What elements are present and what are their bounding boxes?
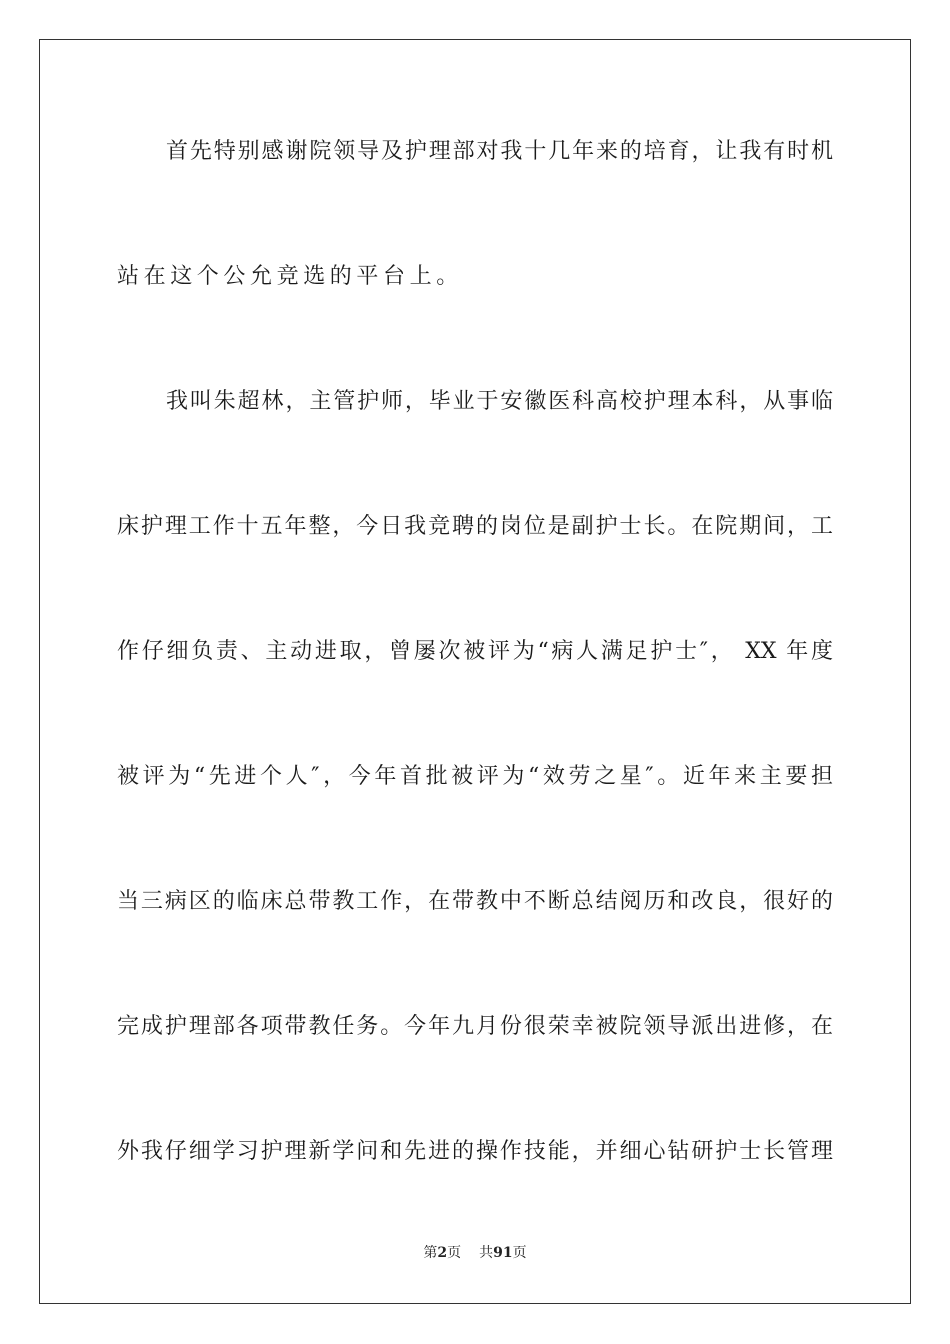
page-label-prefix: 第	[423, 1245, 438, 1261]
paragraph-2-line-6: 完成护理部各项带教任务。今年九月份很荣幸被院领导派出进修，在	[117, 1014, 833, 1039]
page-border	[39, 39, 911, 1304]
total-label-prefix: 共	[479, 1245, 494, 1261]
paragraph-2-line-1: 我叫朱超林，主管护师，毕业于安徽医科高校护理本科，从事临	[166, 389, 833, 414]
page-number: 2	[437, 1245, 448, 1261]
paragraph-2-line-3: 作仔细负责、主动进取，曾屡次被评为“病人满足护士″， XX 年度	[117, 639, 833, 664]
paragraph-2-line-2: 床护理工作十五年整，今日我竞聘的岗位是副护士长。在院期间，工	[117, 514, 833, 539]
paragraph-1-line-2: 站在这个公允竞选的平台上。	[117, 264, 463, 289]
paragraph-2-line-7: 外我仔细学习护理新学问和先进的操作技能，并细心钻研护士长管理	[117, 1139, 833, 1164]
page-footer	[0, 1243, 950, 1263]
paragraph-2-line-4: 被评为“先进个人″，今年首批被评为“效劳之星″。近年来主要担	[117, 764, 833, 789]
total-label-suffix: 页	[512, 1245, 527, 1261]
page-label-suffix: 页	[447, 1245, 462, 1261]
paragraph-2-line-5: 当三病区的临床总带教工作，在带教中不断总结阅历和改良，很好的	[117, 889, 833, 914]
total-pages: 91	[493, 1245, 513, 1261]
paragraph-1-line-1: 首先特别感谢院领导及护理部对我十几年来的培育，让我有时机	[166, 139, 833, 164]
